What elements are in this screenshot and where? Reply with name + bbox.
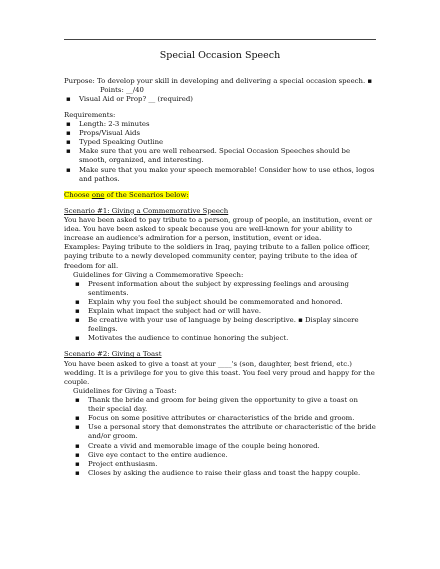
bullet-icon: ▪ xyxy=(75,316,80,325)
bullet-icon: ▪ xyxy=(66,129,71,138)
bullet-icon: ▪ xyxy=(66,147,71,156)
scenario2-guidelines-title: Guidelines for Giving a Toast: xyxy=(73,386,177,395)
purpose-text: Purpose: To develop your skill in developing and delivering a special occasion speech. xyxy=(64,76,366,85)
requirements-heading: Requirements: xyxy=(64,110,116,119)
document-title: Special Occasion Speech xyxy=(159,50,281,61)
requirement-item: ▪ Typed Speaking Outline xyxy=(66,138,164,147)
requirement-item: ▪ Props/Visual Aids xyxy=(66,129,141,138)
bullet-icon: ▪ xyxy=(66,138,71,147)
choose-one: one xyxy=(91,190,105,199)
bullet-icon: ▪ xyxy=(75,334,80,343)
scenario1-heading: Scenario #1: Giving a Commemorative Speech xyxy=(64,206,229,215)
bullet-icon: ▪ xyxy=(75,297,80,306)
scenario2-guidelines-list xyxy=(64,396,376,478)
bullet-icon: ▪ xyxy=(75,441,80,450)
guideline-item: ▪ Present information about the subject by expressing feelings and arousing sentiments. xyxy=(75,279,349,297)
guideline-item: ▪ Focus on some positive attributes or characteristics of the bride and groom. xyxy=(75,414,355,423)
guideline-item: ▪ Motivates the audience to continue honoring the subject. xyxy=(75,334,289,343)
bullet-icon: ▪ xyxy=(66,94,71,103)
bullet-icon: ▪ xyxy=(75,468,80,477)
guideline-item: ▪ Project enthusiasm. xyxy=(75,459,158,468)
requirements-list xyxy=(64,120,376,184)
visual-aid-item: ▪ Visual Aid or Prop? __ (required) xyxy=(66,94,193,103)
bullet-icon: ▪ xyxy=(66,119,71,128)
scenario1-examples: Examples: Paying tribute to the soldiers in Iraq, paying tribute to a fallen police officer, paying tribute to a newly developed community center, paying tribute to the idea of freedom for all. xyxy=(64,243,370,270)
bullet-icon: ▪ xyxy=(75,423,80,432)
points-line: Points: __/40 xyxy=(100,85,144,94)
bullet-icon: ▪ xyxy=(75,414,80,423)
document-body xyxy=(64,50,376,478)
guideline-item: ▪ Use a personal story that demonstrates the attribute or characteristic of the bride and/or groom. xyxy=(75,423,376,441)
bullet-icon: ▪ xyxy=(75,450,80,459)
requirement-item: ▪ Length: 2-3 minutes xyxy=(66,119,150,128)
header-rule xyxy=(64,39,376,40)
requirement-item: ▪ Make sure that you are well rehearsed. Special Occasion Speeches should be smooth, organized, and interesting. xyxy=(66,147,351,165)
scenario1-guidelines-title: Guidelines for Giving a Commemorative Speech: xyxy=(73,270,244,279)
guideline-item: ▪ Explain why you feel the subject should be commemorated and honored. xyxy=(75,297,343,306)
guideline-item: ▪ Closes by asking the audience to raise their glass and toast the happy couple. xyxy=(75,468,361,477)
scenario1-body: You have been asked to pay tribute to a person, group of people, an institution, event or idea. You have been asked to speak because you are well-known for your ability to increase an audience's admiration for a person, institution, event or idea. xyxy=(64,215,373,243)
bullet-icon: ▪ xyxy=(66,165,71,174)
purpose-marker: ▪ xyxy=(367,76,373,85)
visual-aid-list xyxy=(64,95,376,104)
guideline-item: ▪ Be creative with your use of language by being descriptive. ▪ Display sincere feelings. xyxy=(75,316,359,334)
scenario2-body: You have been asked to give a toast at your ____'s (son, daughter, best friend, etc.) wedding. It is a privilege for you to give this toast. You feel very proud and happy for the couple. xyxy=(64,359,375,386)
scenario2-heading: Scenario #2: Giving a Toast xyxy=(64,350,162,359)
requirement-item: ▪ Make sure that you make your speech memorable! Consider how to use ethos, logos and pathos. xyxy=(66,165,375,183)
guideline-item: ▪ Thank the bride and groom for being given the opportunity to give a toast on their special day. xyxy=(75,396,358,414)
bullet-icon: ▪ xyxy=(75,459,80,468)
guideline-item: ▪ Give eye contact to the entire audience. xyxy=(75,450,228,459)
guideline-item: ▪ Create a vivid and memorable image of the couple being honored. xyxy=(75,441,320,450)
bullet-icon: ▪ xyxy=(75,307,80,316)
bullet-icon: ▪ xyxy=(75,396,80,405)
choose-line xyxy=(64,191,376,200)
choose-highlight: Choose one of the Scenarios below: xyxy=(64,190,189,199)
guideline-item: ▪ Explain what impact the subject had or will have. xyxy=(75,307,262,316)
purpose-line xyxy=(64,77,376,86)
scenario1-guidelines-list xyxy=(64,280,376,344)
bullet-icon: ▪ xyxy=(75,279,80,288)
